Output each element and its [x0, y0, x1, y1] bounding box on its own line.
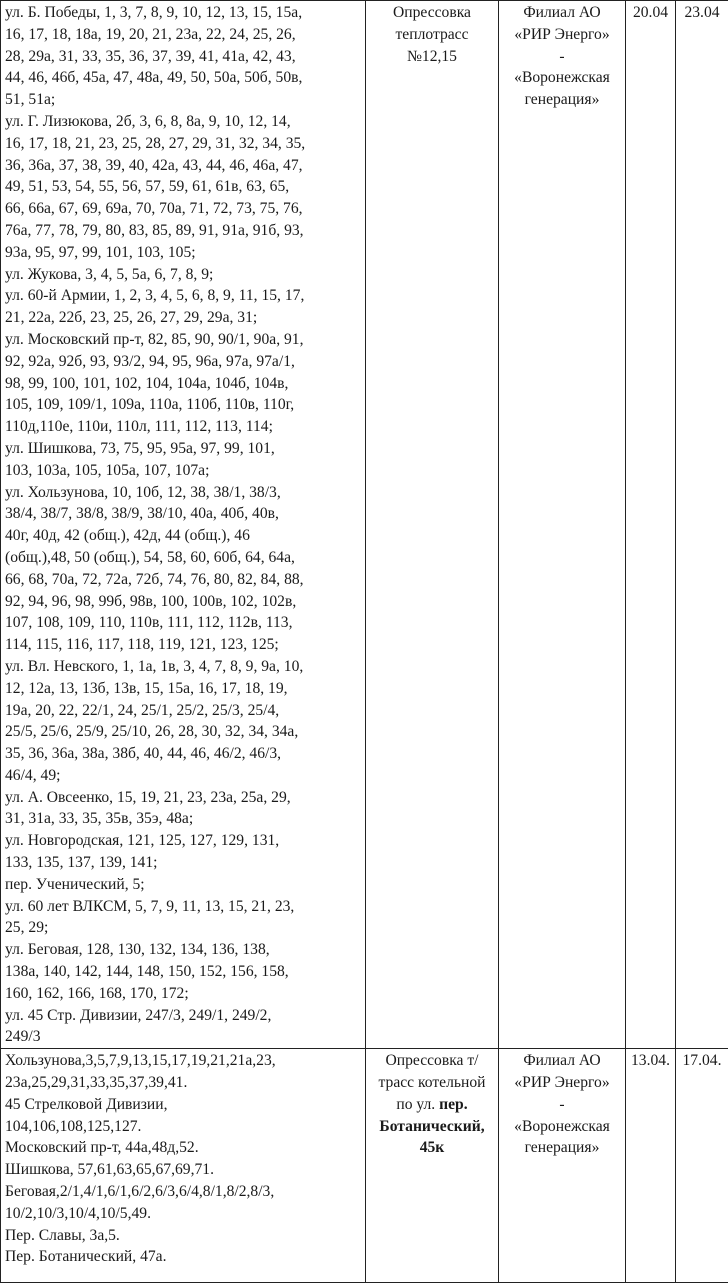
address-line: ул. Б. Победы, 1, 3, 7, 8, 9, 10, 12, 13, 15, 15а, — [5, 2, 363, 24]
address-line: 16, 17, 18, 18а, 19, 20, 21, 23а, 22, 24, 25, 26, — [5, 24, 363, 46]
address-line: 105, 109, 109/1, 109а, 110а, 110б, 110в, 110г, — [5, 394, 363, 416]
organization-line: «РИР Энерго» — [502, 1072, 622, 1094]
address-line: ул. Г. Лизюкова, 2б, 3, 6, 8, 8а, 9, 10, 12, 14, — [5, 111, 363, 133]
address-line: 38/4, 38/7, 38/8, 38/9, 38/10, 40а, 40б, 40в, — [5, 503, 363, 525]
address-line: ул. Жукова, 3, 4, 5, 5а, 6, 7, 8, 9; — [5, 264, 363, 286]
address-line: ул. 60 лет ВЛКСМ, 5, 7, 9, 11, 13, 15, 21, 23, — [5, 896, 363, 918]
address-line: Беговая,2/1,4/1,6/1,6/2,6/3,6/4,8/1,8/2,8/3, — [5, 1181, 363, 1203]
address-line: 19а, 20, 22, 22/1, 24, 25/1, 25/2, 25/3, 25/4, — [5, 700, 363, 722]
address-line: 45 Стрелковой Дивизии, — [5, 1094, 363, 1116]
address-line: 16, 17, 18, 21, 23, 25, 28, 27, 29, 31, 32, 34, 35, — [5, 133, 363, 155]
address-line: Хользунова,3,5,7,9,13,15,17,19,21,21а,23, — [5, 1050, 363, 1072]
address-line: Пер. Славы, 3а,5. — [5, 1225, 363, 1247]
address-line: ул. А. Овсеенко, 15, 19, 21, 23, 23а, 25а, 29, — [5, 787, 363, 809]
address-line: 28, 29а, 31, 33, 35, 36, 37, 39, 41, 41а, 42, 43, — [5, 46, 363, 68]
address-line: 114, 115, 116, 117, 118, 119, 121, 123, 125; — [5, 634, 363, 656]
addresses-cell — [1, 1, 366, 1049]
address-line: ул. Хользунова, 10, 10б, 12, 38, 38/1, 38/3, — [5, 482, 363, 504]
organization-line: генерация» — [502, 1137, 622, 1159]
end-date: 17.04. — [683, 1052, 722, 1069]
address-line: 98, 99, 100, 101, 102, 104, 104а, 104б, 104в, — [5, 373, 363, 395]
address-line: 93а, 95, 97, 99, 101, 103, 105; — [5, 242, 363, 264]
end-date: 23.04 — [684, 4, 719, 21]
address-line: 35, 36, 36а, 38а, 38б, 40, 44, 46, 46/2, 46/3, — [5, 743, 363, 765]
work-type-bold-line: Ботанический, — [369, 1116, 495, 1138]
address-line: ул. Московский пр-т, 82, 85, 90, 90/1, 90а, 91, — [5, 329, 363, 351]
start-date-cell — [626, 1, 676, 1049]
address-line: 92, 94, 96, 98, 99б, 98в, 100, 100в, 102, 102в, — [5, 591, 363, 613]
address-line: 107, 108, 109, 110, 110в, 111, 112, 112в, 113, — [5, 612, 363, 634]
address-line: 40г, 40д, 42 (общ.), 42д, 44 (общ.), 46 — [5, 525, 363, 547]
organization-line: «РИР Энерго» — [502, 24, 622, 46]
work-type-line — [369, 1072, 495, 1094]
work-type-text: по ул. — [396, 1096, 435, 1113]
address-line: 249/3 — [5, 1026, 363, 1048]
address-line: (общ.),48, 50 (общ.), 54, 58, 60, 60б, 64, 64а, — [5, 547, 363, 569]
start-date-cell — [626, 1049, 676, 1283]
address-line: 21, 22а, 22б, 23, 25, 26, 27, 29, 29а, 31; — [5, 307, 363, 329]
address-line: Шишкова, 57,61,63,65,67,69,71. — [5, 1159, 363, 1181]
organization-line: Филиал АО — [502, 2, 622, 24]
organization-line: - — [502, 1094, 622, 1116]
address-line: 25, 29; — [5, 917, 363, 939]
address-line: ул. Вл. Невского, 1, 1а, 1в, 3, 4, 7, 8, 9, 9а, 10, — [5, 656, 363, 678]
work-type-line: Опрессовка — [369, 2, 495, 24]
address-line: 49, 51, 53, 54, 55, 56, 57, 59, 61, 61в, 63, 65, — [5, 176, 363, 198]
addresses-cell — [1, 1049, 366, 1283]
work-type-cell — [366, 1, 499, 1049]
address-line: 31, 31а, 33, 35, 35в, 35э, 48а; — [5, 808, 363, 830]
address-line: ул. Беговая, 128, 130, 132, 134, 136, 138, — [5, 939, 363, 961]
address-line: 66, 68, 70а, 72, 72а, 72б, 74, 76, 80, 82, 84, 88, — [5, 569, 363, 591]
address-line: 160, 162, 166, 168, 170, 172; — [5, 983, 363, 1005]
work-type-bold-text: пер. — [439, 1096, 467, 1113]
address-line: 25/5, 25/6, 25/9, 25/10, 26, 28, 30, 32, 34, 34а, — [5, 721, 363, 743]
table-row — [1, 1049, 728, 1283]
address-line: 110д,110е, 110и, 110л, 111, 112, 113, 114; — [5, 416, 363, 438]
start-date: 20.04 — [633, 4, 668, 21]
address-line: ул. Шишкова, 73, 75, 95, 95а, 97, 99, 101, — [5, 438, 363, 460]
work-type-bold-line: 45к — [369, 1137, 495, 1159]
address-line: пер. Ученический, 5; — [5, 874, 363, 896]
address-line: 46/4, 49; — [5, 765, 363, 787]
address-line: 44, 46, 46б, 45а, 47, 48а, 49, 50, 50а, 50б, 50в, — [5, 67, 363, 89]
organization-line: - — [502, 46, 622, 68]
address-line: 10/2,10/3,10/4,10/5,49. — [5, 1203, 363, 1225]
address-line: 76а, 77, 78, 79, 80, 83, 85, 89, 91, 91а, 91б, 93, — [5, 220, 363, 242]
address-line: 66, 66а, 67, 69, 69а, 70, 70а, 71, 72, 73, 75, 76, — [5, 198, 363, 220]
organization-cell — [499, 1, 626, 1049]
organization-line: генерация» — [502, 89, 622, 111]
address-line: ул. 45 Стр. Дивизии, 247/3, 249/1, 249/2, — [5, 1005, 363, 1027]
organization-line: «Воронежская — [502, 67, 622, 89]
address-line: ул. 60-й Армии, 1, 2, 3, 4, 5, 6, 8, 9, 11, 15, 17, — [5, 285, 363, 307]
table-row — [1, 1, 728, 1049]
end-date-cell — [676, 1, 728, 1049]
work-type-line — [369, 1050, 495, 1072]
address-line: Московский пр-т, 44а,48д,52. — [5, 1137, 363, 1159]
address-line: 92, 92а, 92б, 93, 93/2, 94, 95, 96а, 97а, 97а/1, — [5, 351, 363, 373]
work-type-text: Опрессовка т/ — [385, 1052, 478, 1069]
organization-line: «Воронежская — [502, 1116, 622, 1138]
end-date-cell — [676, 1049, 728, 1283]
address-line: 138а, 140, 142, 144, 148, 150, 152, 156, 158, — [5, 961, 363, 983]
address-line: Пер. Ботанический, 47а. — [5, 1246, 363, 1268]
address-line: 104,106,108,125,127. — [5, 1116, 363, 1138]
work-type-text: трасс котельной — [379, 1074, 486, 1091]
address-line: ул. Новгородская, 121, 125, 127, 129, 131, — [5, 830, 363, 852]
address-line: 36, 36а, 37, 38, 39, 40, 42а, 43, 44, 46, 46а, 47, — [5, 155, 363, 177]
organization-line: Филиал АО — [502, 1050, 622, 1072]
address-line: 51, 51а; — [5, 89, 363, 111]
work-type-line: теплотрасс — [369, 24, 495, 46]
work-type-line: №12,15 — [369, 46, 495, 68]
address-line: 133, 135, 137, 139, 141; — [5, 852, 363, 874]
address-line: 12, 12а, 13, 13б, 13в, 15, 15а, 16, 17, 18, 19, — [5, 678, 363, 700]
work-type-line — [369, 1094, 495, 1116]
address-line: 103, 103а, 105, 105а, 107, 107а; — [5, 460, 363, 482]
address-line: 23а,25,29,31,33,35,37,39,41. — [5, 1072, 363, 1094]
start-date: 13.04. — [631, 1052, 670, 1069]
organization-cell — [499, 1049, 626, 1283]
work-type-cell — [366, 1049, 499, 1283]
